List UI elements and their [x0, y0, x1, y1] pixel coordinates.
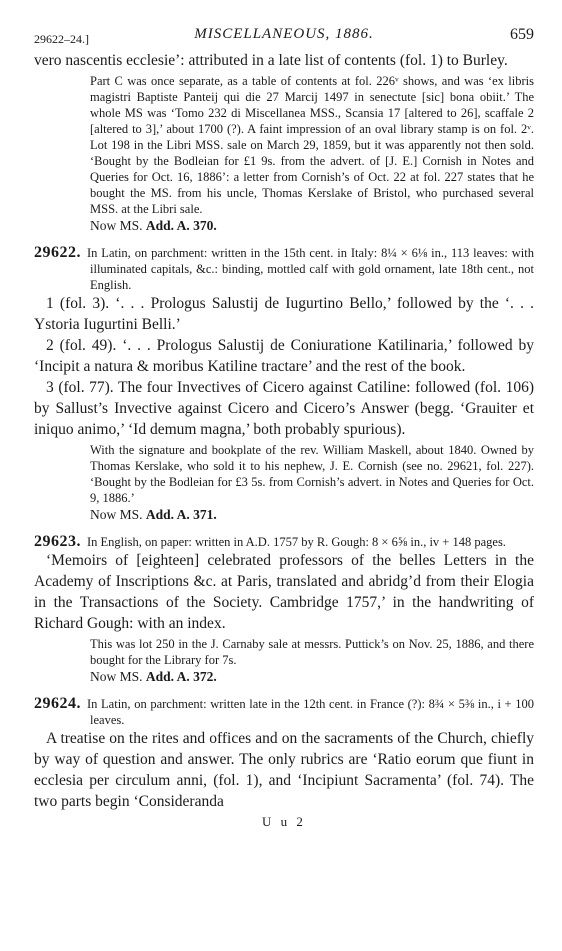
- entry-description: In English, on paper: written in A.D. 1757 by R. Gough: 8 × 6⅝ in., iv + 148 pages.: [87, 535, 506, 549]
- continued-text: vero nascentis ecclesie’: attributed in a late list of contents (fol. 1) to Burley.: [34, 52, 508, 69]
- shelfmark: Add. A. 370.: [145, 218, 217, 233]
- entry-number: 29622.: [34, 244, 81, 261]
- entry-header: [34, 695, 534, 728]
- shelfmark-line: [90, 217, 534, 235]
- entry-description: In Latin, on parchment: written in the 15th cent. in Italy: 8¼ × 6⅛ in., 113 leaves: with illuminated capitals, &c.: binding, mottled calf with gold ornament, late 18th cent., not English.: [87, 246, 534, 292]
- shelfmark-line: [90, 668, 534, 686]
- entry-description: In Latin, on parchment: written late in the 12th cent. in France (?): 8¾ × 5⅜ in., i + 100 leaves.: [87, 697, 534, 727]
- entry-paragraph: ‘Memoirs of [eighteen] celebrated professors of the belles Letters in the Academy of Inscriptions &c. at Paris, translated and abridg’d from their Elogia in the Transactions of the Society. Cambridge 1757,’ in the handwriting of Richard Gough: with an index.: [34, 552, 534, 632]
- header-title: MISCELLANEOUS, 1886.: [194, 26, 374, 42]
- provenance-note: With the signature and bookplate of the rev. William Maskell, about 1840. Owned by Thomas Kerslake, who sold it to his nephew, J. E. Cornish (see no. 29621, fol. 227). ‘Bought by the Bodleian for £3 5s. from Cornish’s advert. in Notes and Queries for Oct. 9, 1886.’: [90, 443, 534, 505]
- entry-paragraph: 3 (fol. 77). The four Invectives of Cicero against Catiline: followed (fol. 106) by Sallust’s Invective against Cicero and Cicero’s Answer (begg. ‘Grauiter et iniquo animo,’ ‘Id demum magna,’ both probably spurious).: [34, 379, 534, 438]
- provenance-note: This was lot 250 in the J. Carnaby sale at messrs. Puttick’s on Nov. 25, 1886, and there bought for the Library for 7s.: [90, 637, 534, 667]
- header-range: 29622–24.]: [34, 32, 89, 46]
- entry-paragraph: A treatise on the rites and offices and on the sacraments of the Church, chiefly by way of question and answer. The only rubrics are ‘Ratio eorum que fiunt in ecclesia per circulum anni, (fol. 1), and ‘Incipiunt Sacramenta’ (fol. 74). The two parts begin ‘Consideranda: [34, 730, 534, 810]
- page-number: 659: [510, 26, 534, 43]
- shelfmark-line: [90, 506, 534, 524]
- entry-header: [34, 533, 534, 550]
- page: [34, 26, 534, 830]
- entry-number: 29623.: [34, 533, 81, 550]
- entry-paragraph: 2 (fol. 49). ‘. . . Prologus Salustij de Coniuratione Katilinaria,’ followed by ‘Incipit a natura & moribus Katiline tractare’ and the rest of the book.: [34, 337, 534, 375]
- running-header: [34, 26, 534, 48]
- entry-paragraph: 1 (fol. 3). ‘. . . Prologus Salustij de Iugurtino Bello,’ followed by the ‘. . . Ystoria Iugurtini Belli.’: [34, 295, 534, 333]
- shelfmark-prefix: Now MS.: [90, 669, 143, 684]
- shelfmark-prefix: Now MS.: [90, 218, 143, 233]
- provenance-note: Part C was once separate, as a table of contents at fol. 226ᵛ shows, and was ‘ex libris magistri Baptiste Panteij qui die 27 Marcij 1497 in senectute [sic] bona obiit.’ The whole MS was ‘Tomo 232 di Miscellanea MSS., Scansia 17 [altered to 26], scaffale 2 [altered to 3],’ about 1700 (?). A faint impression of an oval library stamp is on fol. 2ᵛ. Lot 198 in the Libri MSS. sale on March 29, 1859, but it was apparently not then sold. ‘Bought by the Bodleian for £1 9s. from the advert. of [J. E.] Cornish in Notes and Queries for Oct. 16, 1886’: a letter from Cornish’s of Oct. 22 at fol. 227 states that he bought the MS. from his uncle, Thomas Kerslake of Bristol, who purchased several MSS. at the Libri sale.: [90, 74, 534, 216]
- entry-number: 29624.: [34, 695, 81, 712]
- shelfmark: Add. A. 371.: [145, 507, 217, 522]
- shelfmark: Add. A. 372.: [145, 669, 217, 684]
- signature-mark: U u 2: [262, 814, 306, 829]
- shelfmark-prefix: Now MS.: [90, 507, 143, 522]
- entry-header: [34, 244, 534, 293]
